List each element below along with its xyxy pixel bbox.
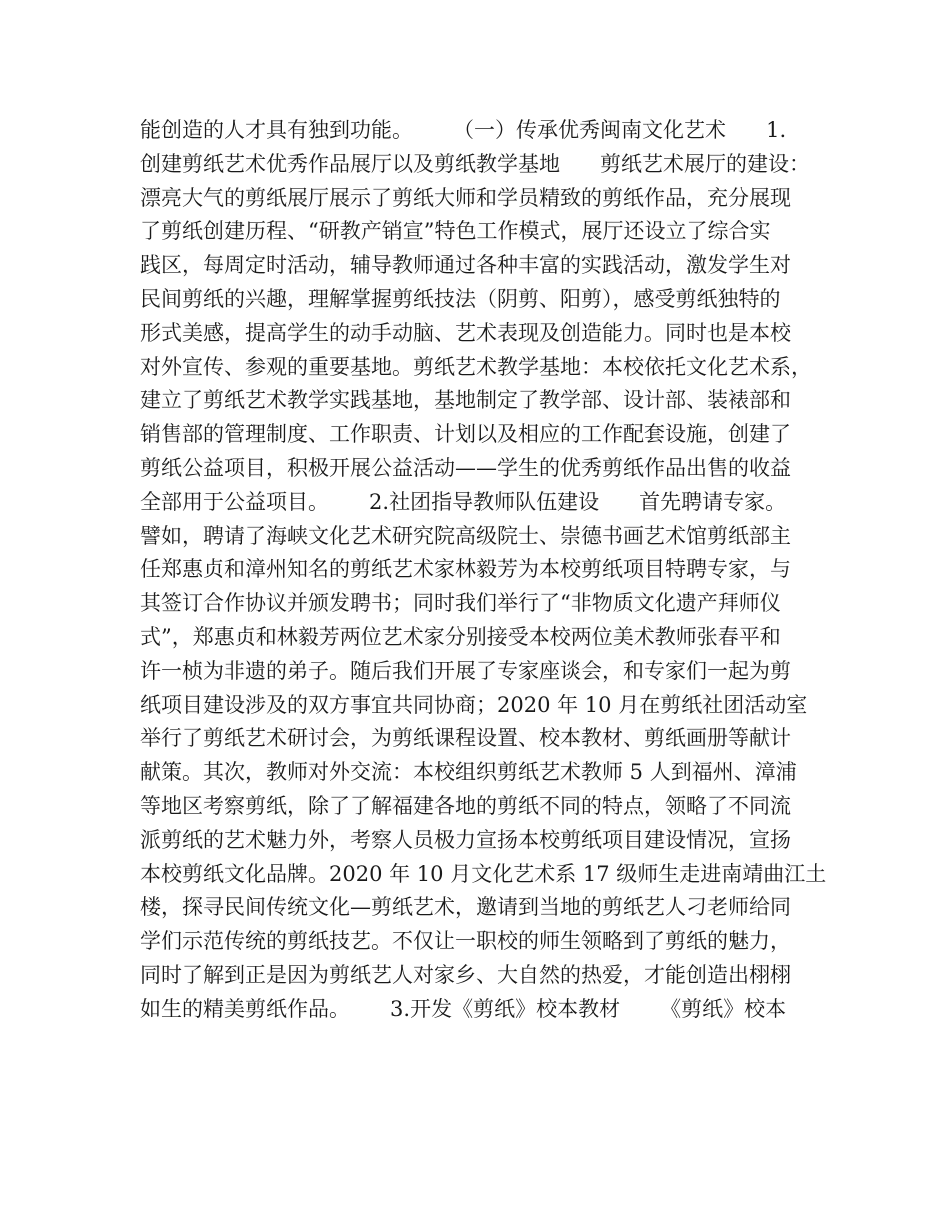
text-line: 践区，每周定时活动，辅导教师通过各种丰富的实践活动，激发学生对 xyxy=(140,253,791,278)
text-line: 创建剪纸艺术优秀作品展厅以及剪纸教学基地 剪纸艺术展厅的建设： xyxy=(140,151,811,176)
text-line: 漂亮大气的剪纸展厅展示了剪纸大师和学员精致的剪纸作品，充分展现 xyxy=(140,185,791,210)
text-line: 建立了剪纸艺术教学实践基地，基地制定了教学部、设计部、装裱部和 xyxy=(140,388,791,413)
text-line: 了剪纸创建历程、“研教产销宣”特色工作模式，展厅还设立了综合实 xyxy=(140,219,771,244)
text-line: 对外宣传、参观的重要基地。剪纸艺术教学基地：本校依托文化艺术系， xyxy=(140,354,812,379)
text-line: 譬如，聘请了海峡文化艺术研究院高级院士、崇德书画艺术馆剪纸部主 xyxy=(140,523,791,548)
text-line: 许一桢为非遗的弟子。随后我们开展了专家座谈会，和专家们一起为剪 xyxy=(140,658,791,683)
text-line: 全部用于公益项目。 2.社团指导教师队伍建设 首先聘请专家。 xyxy=(140,489,787,514)
text-line: 任郑惠贞和漳州知名的剪纸艺术家林毅芳为本校剪纸项目特聘专家，与 xyxy=(140,557,791,582)
text-line: 能创造的人才具有独到功能。 （一）传承优秀闽南文化艺术 1. xyxy=(140,118,787,142)
text-line: 如生的精美剪纸作品。 3.开发《剪纸》校本教材 《剪纸》校本 xyxy=(140,996,787,1021)
text-line: 同时了解到正是因为剪纸艺人对家乡、大自然的热爱，才能创造出栩栩 xyxy=(140,962,791,987)
text-line: 剪纸公益项目，积极开展公益活动——学生的优秀剪纸作品出售的收益 xyxy=(140,455,791,480)
text-line: 销售部的管理制度、工作职责、计划以及相应的工作配套设施，创建了 xyxy=(140,422,791,447)
text-line: 等地区考察剪纸，除了了解福建各地的剪纸不同的特点，领略了不同流 xyxy=(140,793,791,818)
text-line: 派剪纸的艺术魅力外，考察人员极力宣扬本校剪纸项目建设情况，宣扬 xyxy=(140,827,791,852)
text-line: 献策。其次，教师对外交流：本校组织剪纸艺术教师 5 人到福州、漳浦 xyxy=(140,760,797,785)
text-line: 举行了剪纸艺术研讨会，为剪纸课程设置、校本教材、剪纸画册等献计 xyxy=(140,726,791,751)
text-line: 本校剪纸文化品牌。2020 年 10 月文化艺术系 17 级师生走进南靖曲江土 xyxy=(140,861,827,886)
text-line: 形式美感，提高学生的动手动脑、艺术表现及创造能力。同时也是本校 xyxy=(140,320,791,345)
body-text xyxy=(140,114,830,1027)
text-line: 纸项目建设涉及的双方事宜共同协商；2020 年 10 月在剪纸社团活动室 xyxy=(140,692,808,717)
text-line: 其签订合作协议并颁发聘书；同时我们举行了“非物质文化遗产拜师仪 xyxy=(140,591,781,616)
text-line: 楼，探寻民间传统文化—剪纸艺术，邀请到当地的剪纸艺人刁老师给同 xyxy=(140,895,791,920)
text-line: 民间剪纸的兴趣，理解掌握剪纸技法（阴剪、阳剪），感受剪纸独特的 xyxy=(140,286,781,311)
text-line: 学们示范传统的剪纸技艺。不仅让一职校的师生领略到了剪纸的魅力， xyxy=(140,929,791,954)
text-line: 式”，郑惠贞和林毅芳两位艺术家分别接受本校两位美术教师张春平和 xyxy=(140,624,781,649)
